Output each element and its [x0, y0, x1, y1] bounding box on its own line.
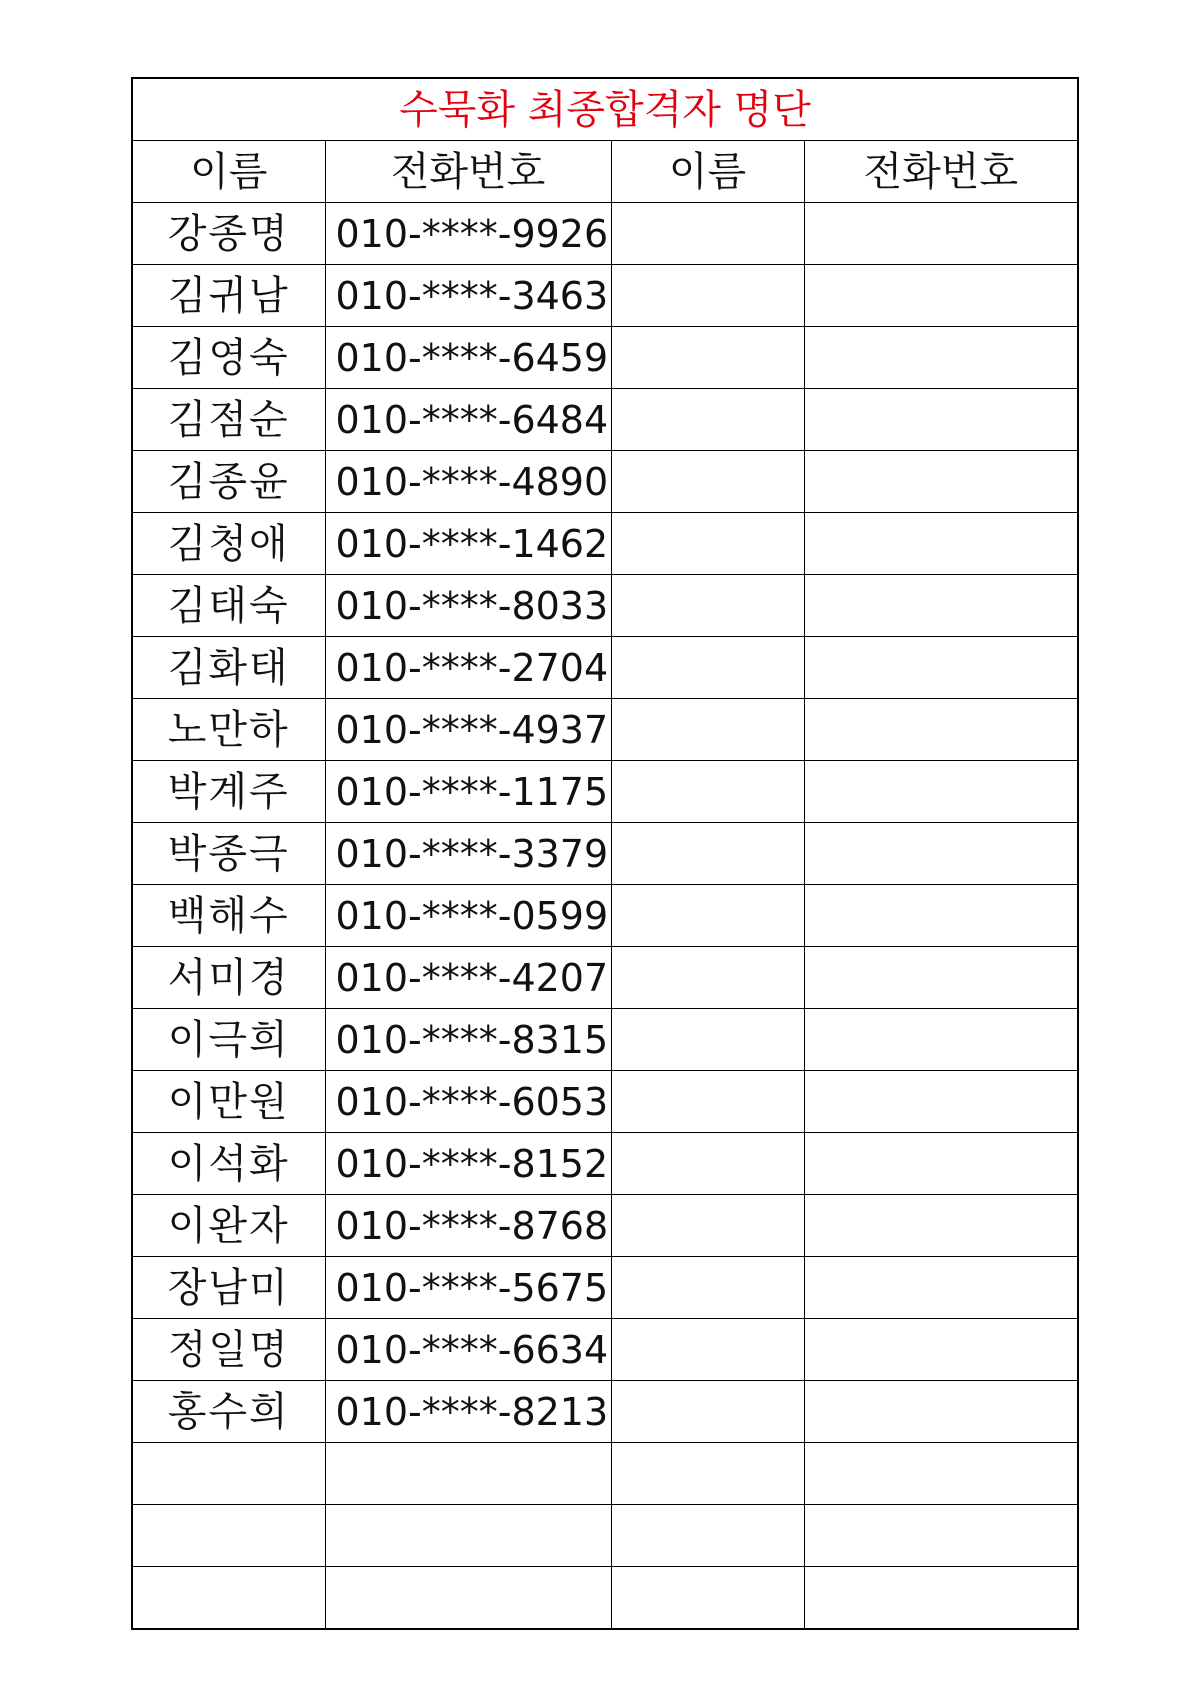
name-cell-right — [611, 513, 804, 575]
phone-cell-right — [804, 1505, 1078, 1567]
name-cell: 박종극 — [132, 823, 325, 885]
phone-cell-right — [804, 1319, 1078, 1381]
roster-table — [131, 77, 1079, 1630]
table-row — [132, 1009, 1078, 1071]
phone-cell-right — [804, 389, 1078, 451]
table-row — [132, 761, 1078, 823]
name-cell-right — [611, 1257, 804, 1319]
name-cell: 김종윤 — [132, 451, 325, 513]
phone-cell — [325, 1567, 611, 1630]
header-phone-right: 전화번호 — [804, 141, 1078, 203]
phone-cell: 010-****-2704 — [325, 637, 611, 699]
name-cell-right — [611, 761, 804, 823]
name-cell: 김태숙 — [132, 575, 325, 637]
table-row — [132, 1195, 1078, 1257]
table-row — [132, 823, 1078, 885]
name-cell: 박계주 — [132, 761, 325, 823]
name-cell: 백해수 — [132, 885, 325, 947]
name-cell-right — [611, 1319, 804, 1381]
table-row — [132, 1071, 1078, 1133]
phone-cell: 010-****-1175 — [325, 761, 611, 823]
phone-cell: 010-****-8768 — [325, 1195, 611, 1257]
table-row — [132, 947, 1078, 1009]
name-cell-right — [611, 885, 804, 947]
phone-cell: 010-****-0599 — [325, 885, 611, 947]
phone-cell-right — [804, 1071, 1078, 1133]
name-cell-right — [611, 327, 804, 389]
name-cell: 이석화 — [132, 1133, 325, 1195]
phone-cell: 010-****-6634 — [325, 1319, 611, 1381]
phone-cell-right — [804, 327, 1078, 389]
name-cell: 김영숙 — [132, 327, 325, 389]
table-row — [132, 451, 1078, 513]
table-row — [132, 1257, 1078, 1319]
name-cell: 이극희 — [132, 1009, 325, 1071]
phone-cell-right — [804, 203, 1078, 265]
table-row — [132, 1133, 1078, 1195]
phone-cell-right — [804, 1567, 1078, 1630]
name-cell: 서미경 — [132, 947, 325, 1009]
phone-cell-right — [804, 1257, 1078, 1319]
phone-cell: 010-****-8152 — [325, 1133, 611, 1195]
name-cell: 김화태 — [132, 637, 325, 699]
name-cell: 이만원 — [132, 1071, 325, 1133]
name-cell-right — [611, 451, 804, 513]
phone-cell-right — [804, 575, 1078, 637]
phone-cell-right — [804, 451, 1078, 513]
table-row — [132, 203, 1078, 265]
name-cell-right — [611, 1381, 804, 1443]
name-cell-right — [611, 1505, 804, 1567]
phone-cell-right — [804, 1009, 1078, 1071]
table-row — [132, 1381, 1078, 1443]
name-cell: 홍수희 — [132, 1381, 325, 1443]
phone-cell: 010-****-8033 — [325, 575, 611, 637]
name-cell: 장남미 — [132, 1257, 325, 1319]
table-row — [132, 637, 1078, 699]
header-row — [132, 141, 1078, 203]
name-cell-right — [611, 1443, 804, 1505]
name-cell-right — [611, 823, 804, 885]
table-row — [132, 513, 1078, 575]
name-cell-right — [611, 575, 804, 637]
name-cell-right — [611, 389, 804, 451]
phone-cell: 010-****-8213 — [325, 1381, 611, 1443]
name-cell — [132, 1443, 325, 1505]
header-name-right: 이름 — [611, 141, 804, 203]
phone-cell: 010-****-6053 — [325, 1071, 611, 1133]
phone-cell: 010-****-8315 — [325, 1009, 611, 1071]
table-row — [132, 1443, 1078, 1505]
name-cell: 정일명 — [132, 1319, 325, 1381]
phone-cell — [325, 1505, 611, 1567]
name-cell-right — [611, 1567, 804, 1630]
name-cell-right — [611, 1009, 804, 1071]
phone-cell-right — [804, 823, 1078, 885]
name-cell: 강종명 — [132, 203, 325, 265]
table-row — [132, 1319, 1078, 1381]
phone-cell-right — [804, 513, 1078, 575]
phone-cell: 010-****-4890 — [325, 451, 611, 513]
name-cell: 김점순 — [132, 389, 325, 451]
phone-cell-right — [804, 1195, 1078, 1257]
name-cell-right — [611, 1195, 804, 1257]
phone-cell: 010-****-1462 — [325, 513, 611, 575]
header-name-left: 이름 — [132, 141, 325, 203]
table-row — [132, 699, 1078, 761]
phone-cell: 010-****-6459 — [325, 327, 611, 389]
phone-cell-right — [804, 699, 1078, 761]
name-cell: 김귀남 — [132, 265, 325, 327]
phone-cell: 010-****-9926 — [325, 203, 611, 265]
phone-cell-right — [804, 1443, 1078, 1505]
name-cell-right — [611, 1133, 804, 1195]
phone-cell-right — [804, 265, 1078, 327]
name-cell-right — [611, 1071, 804, 1133]
name-cell-right — [611, 947, 804, 1009]
name-cell-right — [611, 265, 804, 327]
phone-cell: 010-****-3463 — [325, 265, 611, 327]
table-row — [132, 1567, 1078, 1630]
phone-cell-right — [804, 637, 1078, 699]
name-cell: 김청애 — [132, 513, 325, 575]
phone-cell: 010-****-6484 — [325, 389, 611, 451]
phone-cell-right — [804, 1133, 1078, 1195]
phone-cell-right — [804, 947, 1078, 1009]
phone-cell: 010-****-3379 — [325, 823, 611, 885]
document-title: 수묵화 최종합격자 명단 — [132, 78, 1078, 141]
name-cell: 이완자 — [132, 1195, 325, 1257]
table-row — [132, 575, 1078, 637]
header-phone-left: 전화번호 — [325, 141, 611, 203]
table-row — [132, 327, 1078, 389]
phone-cell: 010-****-5675 — [325, 1257, 611, 1319]
name-cell: 노만하 — [132, 699, 325, 761]
phone-cell-right — [804, 761, 1078, 823]
phone-cell: 010-****-4937 — [325, 699, 611, 761]
name-cell-right — [611, 699, 804, 761]
phone-cell-right — [804, 885, 1078, 947]
table-row — [132, 885, 1078, 947]
phone-cell-right — [804, 1381, 1078, 1443]
table-row — [132, 389, 1078, 451]
name-cell-right — [611, 637, 804, 699]
table-row — [132, 265, 1078, 327]
title-row — [132, 78, 1078, 141]
name-cell — [132, 1505, 325, 1567]
phone-cell: 010-****-4207 — [325, 947, 611, 1009]
table-row — [132, 1505, 1078, 1567]
name-cell-right — [611, 203, 804, 265]
name-cell — [132, 1567, 325, 1630]
phone-cell — [325, 1443, 611, 1505]
